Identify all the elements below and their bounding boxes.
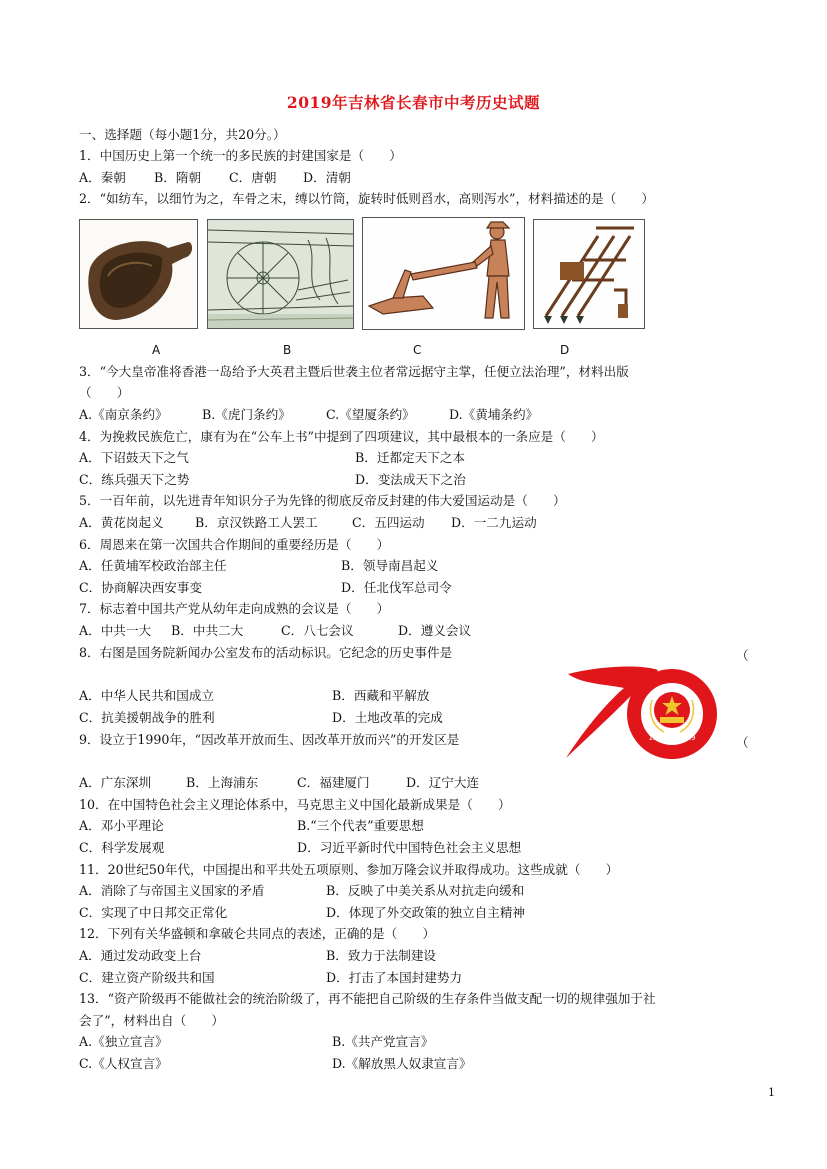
question-13: 13．“资产阶级再不能做社会的统治阶级了，再不能把自己阶级的生存条件当做支配一切的规律强加于社 bbox=[79, 991, 656, 1006]
q4-option-b: B．迁都定天下之本 bbox=[355, 450, 466, 465]
image-label-d: D bbox=[560, 343, 570, 357]
q7-option-b: B．中共二大 bbox=[171, 623, 244, 638]
question-8-paren: （ bbox=[736, 648, 749, 663]
q6-option-a: A．任黄埔军校政治部主任 bbox=[79, 558, 227, 573]
question-9: 9．设立于1990年，“因改革开放而生、因改革开放而兴”的开发区是 bbox=[79, 732, 460, 747]
image-d-seed-drill bbox=[533, 219, 645, 329]
q11-option-a: A．消除了与帝国主义国家的矛盾 bbox=[79, 883, 265, 898]
question-1: 1．中国历史上第一个统一的多民族的封建国家是（ ） bbox=[79, 148, 402, 163]
q6-option-d: D．任北伐军总司令 bbox=[341, 580, 452, 595]
question-3: 3．“今大皇帝准将香港一岛给予大英君主暨后世袭主位者常远据守主掌，任便立法治理”，材料出版 bbox=[79, 364, 629, 379]
logo-years: 1949 — 2019 bbox=[648, 734, 696, 742]
page-number: 1 bbox=[768, 1086, 775, 1099]
image-a-wooden-scoop bbox=[79, 219, 198, 329]
question-8: 8．右图是国务院新闻办公室发布的活动标识。它纪念的历史事件是 bbox=[79, 645, 453, 660]
q3-option-d: D.《黄埔条约》 bbox=[449, 407, 539, 422]
q11-option-b: B．反映了中美关系从对抗走向缓和 bbox=[326, 883, 525, 898]
q1-option-c: C．唐朝 bbox=[229, 170, 277, 185]
anniversary-70-logo bbox=[560, 660, 720, 760]
q13-option-c: C.《人权宣言》 bbox=[79, 1056, 168, 1071]
q5-option-c: C．五四运动 bbox=[352, 515, 425, 530]
question-3-continued: （ ） bbox=[79, 385, 130, 400]
q12-option-c: C．建立资产阶级共和国 bbox=[79, 970, 215, 985]
q8-option-c: C．抗美援朝战争的胜利 bbox=[79, 710, 215, 725]
image-b-waterwheel bbox=[207, 219, 354, 329]
q7-option-a: A．中共一大 bbox=[79, 623, 152, 638]
q8-option-b: B．西藏和平解放 bbox=[332, 688, 430, 703]
q1-option-a: A．秦朝 bbox=[79, 170, 126, 185]
q9-option-b: B．上海浦东 bbox=[186, 775, 259, 790]
question-2: 2．“如纺车，以细竹为之，车骨之末，缚以竹筒，旋转时低则舀水，高则泻水”，材料描述的是（ ） bbox=[79, 191, 655, 206]
q9-option-c: C．福建厦门 bbox=[297, 775, 370, 790]
q11-option-d: D．体现了外交政策的独立自主精神 bbox=[326, 905, 526, 920]
q9-option-a: A．广东深圳 bbox=[79, 775, 152, 790]
page-title: 2019年吉林省长春市中考历史试题 bbox=[286, 93, 541, 112]
image-label-a: A bbox=[152, 343, 161, 357]
image-label-b: B bbox=[283, 343, 292, 357]
question-9-paren: （ bbox=[736, 735, 749, 750]
q3-option-a: A.《南京条约》 bbox=[79, 407, 168, 422]
q12-option-d: D．打击了本国封建势力 bbox=[326, 970, 463, 985]
question-6: 6．周恩来在第一次国共合作期间的重要经历是（ ） bbox=[79, 537, 390, 552]
q1-option-d: D．清朝 bbox=[303, 170, 351, 185]
q10-option-c: C．科学发展观 bbox=[79, 840, 165, 855]
q13-option-b: B.《共产党宣言》 bbox=[332, 1034, 434, 1049]
q6-option-b: B．领导南昌起义 bbox=[341, 558, 439, 573]
q12-option-a: A．通过发动政变上台 bbox=[79, 948, 202, 963]
q5-option-d: D．一二九运动 bbox=[451, 515, 537, 530]
q10-option-b: B.“三个代表”重要思想 bbox=[297, 818, 424, 833]
question-5: 5．一百年前，以先进青年知识分子为先锋的彻底反帝反封建的伟大爱国运动是（ ） bbox=[79, 493, 566, 508]
q8-option-a: A．中华人民共和国成立 bbox=[79, 688, 215, 703]
section-heading: 一、选择题（每小题1分，共20分。） bbox=[79, 127, 286, 142]
image-c-plow bbox=[362, 217, 525, 330]
q13-option-a: A.《独立宣言》 bbox=[79, 1034, 168, 1049]
q9-option-d: D．辽宁大连 bbox=[406, 775, 480, 790]
question-13-continued: 会了”，材料出自（ ） bbox=[79, 1013, 224, 1028]
question-10: 10．在中国特色社会主义理论体系中，马克思主义中国化最新成果是（ ） bbox=[79, 797, 511, 812]
q8-option-d: D．土地改革的完成 bbox=[332, 710, 443, 725]
q5-option-a: A．黄花岗起义 bbox=[79, 515, 164, 530]
q3-option-b: B.《虎门条约》 bbox=[202, 407, 291, 422]
q6-option-c: C．协商解决西安事变 bbox=[79, 580, 202, 595]
q10-option-d: D．习近平新时代中国特色社会主义思想 bbox=[297, 840, 522, 855]
question-12: 12．下列有关华盛顿和拿破仑共同点的表述，正确的是（ ） bbox=[79, 926, 436, 941]
q7-option-d: D．遵义会议 bbox=[398, 623, 472, 638]
q11-option-c: C．实现了中日邦交正常化 bbox=[79, 905, 228, 920]
q4-option-d: D．变法成天下之治 bbox=[355, 472, 466, 487]
q3-option-c: C.《望厦条约》 bbox=[326, 407, 415, 422]
q10-option-a: A．邓小平理论 bbox=[79, 818, 164, 833]
question-11: 11．20世纪50年代，中国提出和平共处五项原则、参加万隆会议并取得成功。这些成就（ ） bbox=[79, 862, 619, 877]
q12-option-b: B．致力于法制建设 bbox=[326, 948, 437, 963]
question-4: 4．为挽救民族危亡，康有为在“公车上书”中提到了四项建议，其中最根本的一条应是（ ） bbox=[79, 429, 604, 444]
q1-option-b: B．隋朝 bbox=[154, 170, 202, 185]
q7-option-c: C．八七会议 bbox=[281, 623, 354, 638]
question-7: 7．标志着中国共产党从幼年走向成熟的会议是（ ） bbox=[79, 601, 390, 616]
q5-option-b: B．京汉铁路工人罢工 bbox=[195, 515, 318, 530]
q4-option-c: C．练兵强天下之势 bbox=[79, 472, 190, 487]
image-label-c: C bbox=[413, 343, 422, 357]
q4-option-a: A．下诏鼓天下之气 bbox=[79, 450, 189, 465]
q13-option-d: D.《解放黑人奴隶宣言》 bbox=[332, 1056, 472, 1071]
